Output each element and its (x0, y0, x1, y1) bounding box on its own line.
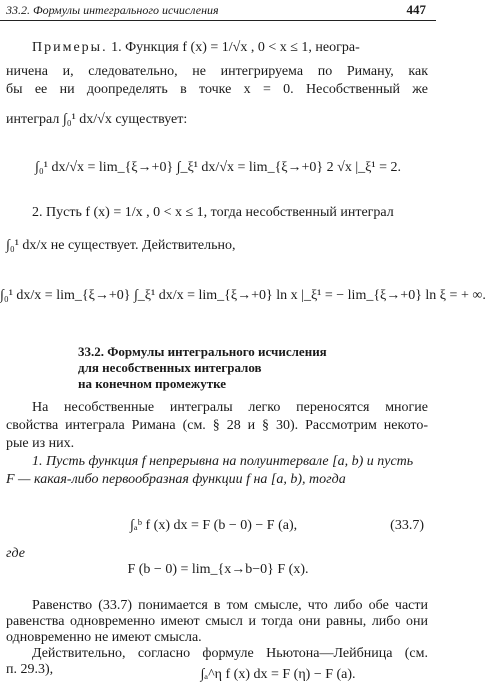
examples-line-4: интеграл ∫₀¹ dx/√x существует: (6, 112, 188, 127)
equation-5: ∫ₐ^η f (x) dx = F (η) − F (a). (200, 667, 356, 682)
section-heading-3: на конечном промежутке (78, 376, 227, 391)
examples-line-3: бы ее ни доопределять в точке x = 0. Несобственный же (6, 82, 428, 97)
body-p2-line-2: равенства одновременно имеют смысл и тогда они равны, либо они (6, 614, 428, 629)
examples-line-1-rest: 1. Функция f (x) = 1/√x , 0 < x ≤ 1, неогра- (111, 40, 360, 55)
body-p2-line-3: одновременно не имеют смысла. (6, 630, 202, 645)
body-p1-line-1: На несобственные интегралы легко переносятся многие (32, 400, 428, 415)
equation-3: ∫ₐᵇ f (x) dx = F (b − 0) − F (a), (130, 518, 298, 533)
equation-3-number: (33.7) (390, 518, 424, 533)
equation-2: ∫₀¹ dx/x = lim_{ξ→+0} ∫_ξ¹ dx/x = lim_{ξ→+0} ln x |_ξ¹ = − lim_{ξ→+0} ln ξ = + ∞. (0, 288, 486, 303)
header-rule (0, 20, 436, 21)
page-number: 447 (406, 2, 426, 17)
body-p1-line-3: рые из них. (6, 436, 75, 451)
body-p2-line-1: Равенство (33.7) понимается в том смысле, что либо обе части (32, 598, 428, 613)
examples-line-2: ничена и, следовательно, не интегрируема по Риману, как (6, 64, 428, 79)
examples-line-6: ∫₀¹ dx/x не существует. Действительно, (6, 238, 236, 253)
theorem-1-line-2: F — какая-либо первообразная функции f на [a, b), тогда (6, 472, 346, 487)
theorem-1-line-1: 1. Пусть функция f непрерывна на полуинтервале [a, b) и пусть (32, 454, 414, 469)
where-word: где (6, 546, 25, 561)
examples-line-1 (32, 40, 428, 56)
section-heading-2: для несобственных интегралов (78, 360, 262, 375)
running-title: 33.2. Формулы интегрального исчисления (6, 3, 219, 17)
equation-1: ∫₀¹ dx/√x = lim_{ξ→+0} ∫_ξ¹ dx/√x = lim_{ξ→+0} 2 √x |_ξ¹ = 2. (35, 160, 401, 175)
body-p3-line-1: Действительно, согласно формуле Ньютона—Лейбница (см. (32, 646, 428, 661)
body-p3-line-2: п. 29.3), (6, 662, 54, 677)
equation-4: F (b − 0) = lim_{x→b−0} F (x). (127, 562, 309, 577)
body-p1-line-2: свойства интеграла Римана (см. § 28 и § 30). Рассмотрим некото- (6, 418, 428, 433)
examples-line-5: 2. Пусть f (x) = 1/x , 0 < x ≤ 1, тогда несобственный интеграл (32, 205, 394, 220)
examples-word: Примеры. (32, 40, 108, 55)
section-heading-1: 33.2. Формулы интегрального исчисления (78, 344, 327, 359)
